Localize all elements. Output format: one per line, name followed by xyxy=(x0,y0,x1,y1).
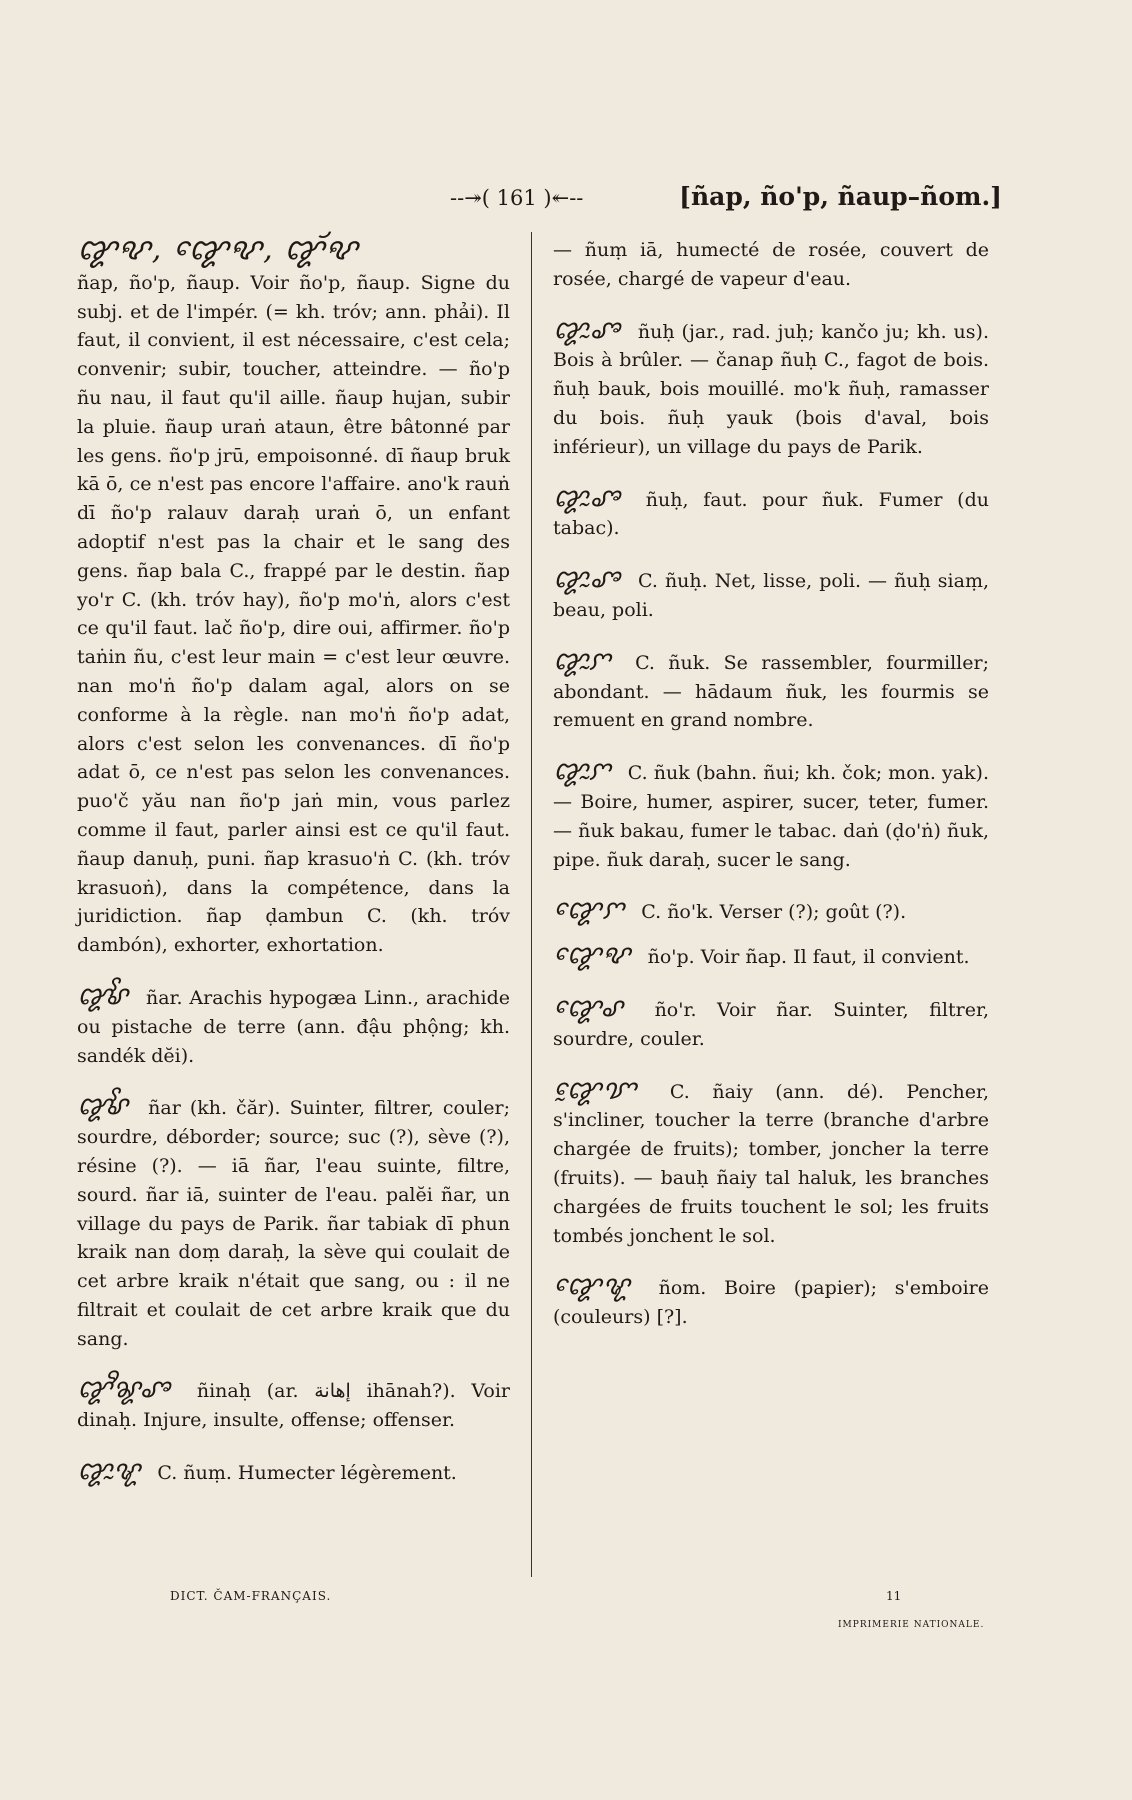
dictionary-entry xyxy=(553,941,989,972)
entry-text: — ñuṃ iā, humecté de rosée, couvert de rosée, chargé de vapeur d'eau. xyxy=(553,239,989,290)
dictionary-entry xyxy=(553,316,989,462)
dictionary-entry xyxy=(553,647,989,735)
cham-script: ꨑꨪꨘꨨ xyxy=(77,1374,172,1405)
dictionary-entry xyxy=(553,565,989,625)
dictionary-entry xyxy=(77,1457,510,1488)
cham-script: ꨑꨭꨨ xyxy=(553,314,621,345)
cham-script: ꨑꨰꨢ xyxy=(553,1074,638,1105)
entry-text: ñom. Boire (papier); s'emboire (couleurs) [?]. xyxy=(553,1277,989,1329)
page-number: --↠( 161 )↞-- xyxy=(450,186,584,210)
entry-text: C. ñaiy (ann. dé). Pencher, s'incliner, toucher la terre (branche d'arbre chargée de fruits); tomber, joncher la terre (fruits). — bauḥ ñaiy tal haluk, les branches chargées de fruits touchent le sol; les fruits tombés jonchent le sol. xyxy=(553,1080,989,1247)
column-divider xyxy=(531,232,532,1577)
cham-script: ꨑꨯꨠ xyxy=(553,1271,631,1302)
dictionary-entry xyxy=(77,982,510,1070)
dictionary-entry xyxy=(553,236,989,294)
dictionary-entry xyxy=(77,1092,510,1353)
entry-text: ño'p. Voir ñap. Il faut, il convient. xyxy=(647,946,970,969)
signature-mark: 11 xyxy=(886,1589,902,1603)
cham-script: ꨑꨦ, ꨑꨯꨦ, ꨑꨮꨦ xyxy=(77,232,359,267)
dictionary-entry xyxy=(553,896,989,927)
entry-text: C. ñuk (bahn. ñui; kh. čok; mon. yak). — Boire, humer, aspirer, sucer, teter, fumer. — ñuk bakau, fumer le tabac. daṅ (ḍo'ṅ) ñuk, pipe. ñuk daraḥ, sucer le sang. xyxy=(553,762,989,871)
cham-script: ꨑꨭꨨ xyxy=(553,564,621,595)
cham-script: ꨑꨯꨆ xyxy=(553,895,626,926)
page-header xyxy=(450,182,1002,222)
entry-text: C. ñuṃ. Humecter légèrement. xyxy=(157,1462,457,1485)
cham-script: ꨑꨩꨣ xyxy=(77,980,130,1011)
cham-script: ꨑꨭꨆ xyxy=(553,756,612,787)
cham-script: ꨑꨭꨨ xyxy=(553,482,621,513)
entry-text: ñar. Arachis hypogæa Linn., arachide ou pistache de terre (ann. đậu phộng; kh. sandék dĕi). xyxy=(77,986,510,1067)
entry-text: C. ño'k. Verser (?); goût (?). xyxy=(641,901,907,924)
dictionary-entry xyxy=(553,1076,989,1251)
entry-text: ñap, ño'p, ñaup. Voir ño'p, ñaup. Signe du subj. et de l'impér. (= kh. tróv; ann. phải). Il faut, il convient, il est nécessaire, c'est cela; convenir; subir, toucher, atteindre. — ño'p ñu nau, il faut qu'il aille. ñaup hujan, subir la pluie. ñaup uraṅ ataun, être bâtonné par les gens. ño'p jrū, empoisonné. dī ñaup bruk kā ō, ce n'est pas encore l'affaire. ano'k rauṅ dī ño'p ralauv daraḥ uraṅ ō, un enfant adoptif n'est pas la chair et le sang des gens. ñap bala C., frappé par le destin. ñap yo'r C. (kh. tróv hay), ño'p mo'ṅ, alors c'est ce qu'il faut. lač ño'p, dire oui, affirmer. ño'p taṅin ñu, c'est leur main = c'est leur œuvre. nan mo'ṅ ño'p dalam agal, alors on se conforme à la règle. nan mo'ṅ ño'p adat, alors c'est selon les convenances. dī ño'p adat ō, ce n'est pas selon les convenances. puo'č yău nan ño'p jaṅ min, vous parlez comme il faut, parler ainsi est ce qu'il faut. ñaup danuḥ, puni. ñap krasuo'ṅ C. (kh. tróv krasuoṅ), dans la compétence, dans la juridiction. ñap ḍambun C. (kh. tróv dambón), exhorter, exhortation. xyxy=(77,271,510,957)
cham-script: ꨑꨩꨣ xyxy=(77,1091,130,1122)
entry-text: ñuḥ, faut. pour ñuk. Fumer (du tabac). xyxy=(553,488,989,540)
running-head: [ñap, ño'p, ñaup–ñom.] xyxy=(679,182,1002,211)
dictionary-entry xyxy=(553,484,989,544)
cham-script: ꨑꨭꨠ xyxy=(77,1456,142,1487)
cham-script: ꨑꨭꨆ xyxy=(553,645,612,676)
entry-text: ñar (kh. čăr). Suinter, filtrer, couler; sourdre, déborder; source; suc (?), sève (?), résine (?). — iā ñar, l'eau suinte, filtre, sourd. ñar iā, suinter de l'eau. palĕi ñar, un village du pays de Parik. ñar tabiak dī phun kraik nan doṃ daraḥ, la sève qui coulait de cet arbre kraik n'était que sang, ou : il ne filtrait et coulait de cet arbre kraik que du sang. xyxy=(77,1097,510,1350)
entry-text: C. ñuk. Se rassembler, fourmiller; abondant. — hādaum ñuk, les fourmis se remuent en grand nombre. xyxy=(553,651,989,732)
dictionary-entry xyxy=(553,1272,989,1332)
left-column xyxy=(77,232,510,1510)
dictionary-entry xyxy=(77,232,510,960)
entry-text: ñinaḥ (ar. إهانة ihānah?). Voir dinaḥ. Injure, insulte, offense; offenser. xyxy=(77,1380,510,1432)
dictionary-entry xyxy=(553,994,989,1054)
dictionary-entry xyxy=(553,757,989,874)
entry-text: ñuḥ (jar., rad. juḥ; kančo ju; kh. us). Bois à brûler. — čanap ñuḥ C., fagot de bois. ñuḥ bauk, bois mouillé. mo'k ñuḥ, ramasser du bois. ñuḥ yauk (bois d'aval, bois inférieur), un village du pays de Parik. xyxy=(553,320,989,458)
cham-script: ꨑꨯꨣ xyxy=(553,992,625,1023)
printer-imprint: IMPRIMERIE NATIONALE. xyxy=(838,1620,985,1630)
cham-script: ꨑꨯꨦ xyxy=(553,940,632,971)
entry-text: C. ñuḥ. Net, lisse, poli. — ñuḥ siaṃ, beau, poli. xyxy=(553,570,990,621)
entry-text: ño'r. Voir ñar. Suinter, filtrer, sourdre, couler. xyxy=(553,998,989,1050)
dictionary-entry xyxy=(77,1375,510,1435)
right-column xyxy=(553,236,989,1354)
footer-title: DICT. ČAM-FRANÇAIS. xyxy=(170,1589,332,1603)
